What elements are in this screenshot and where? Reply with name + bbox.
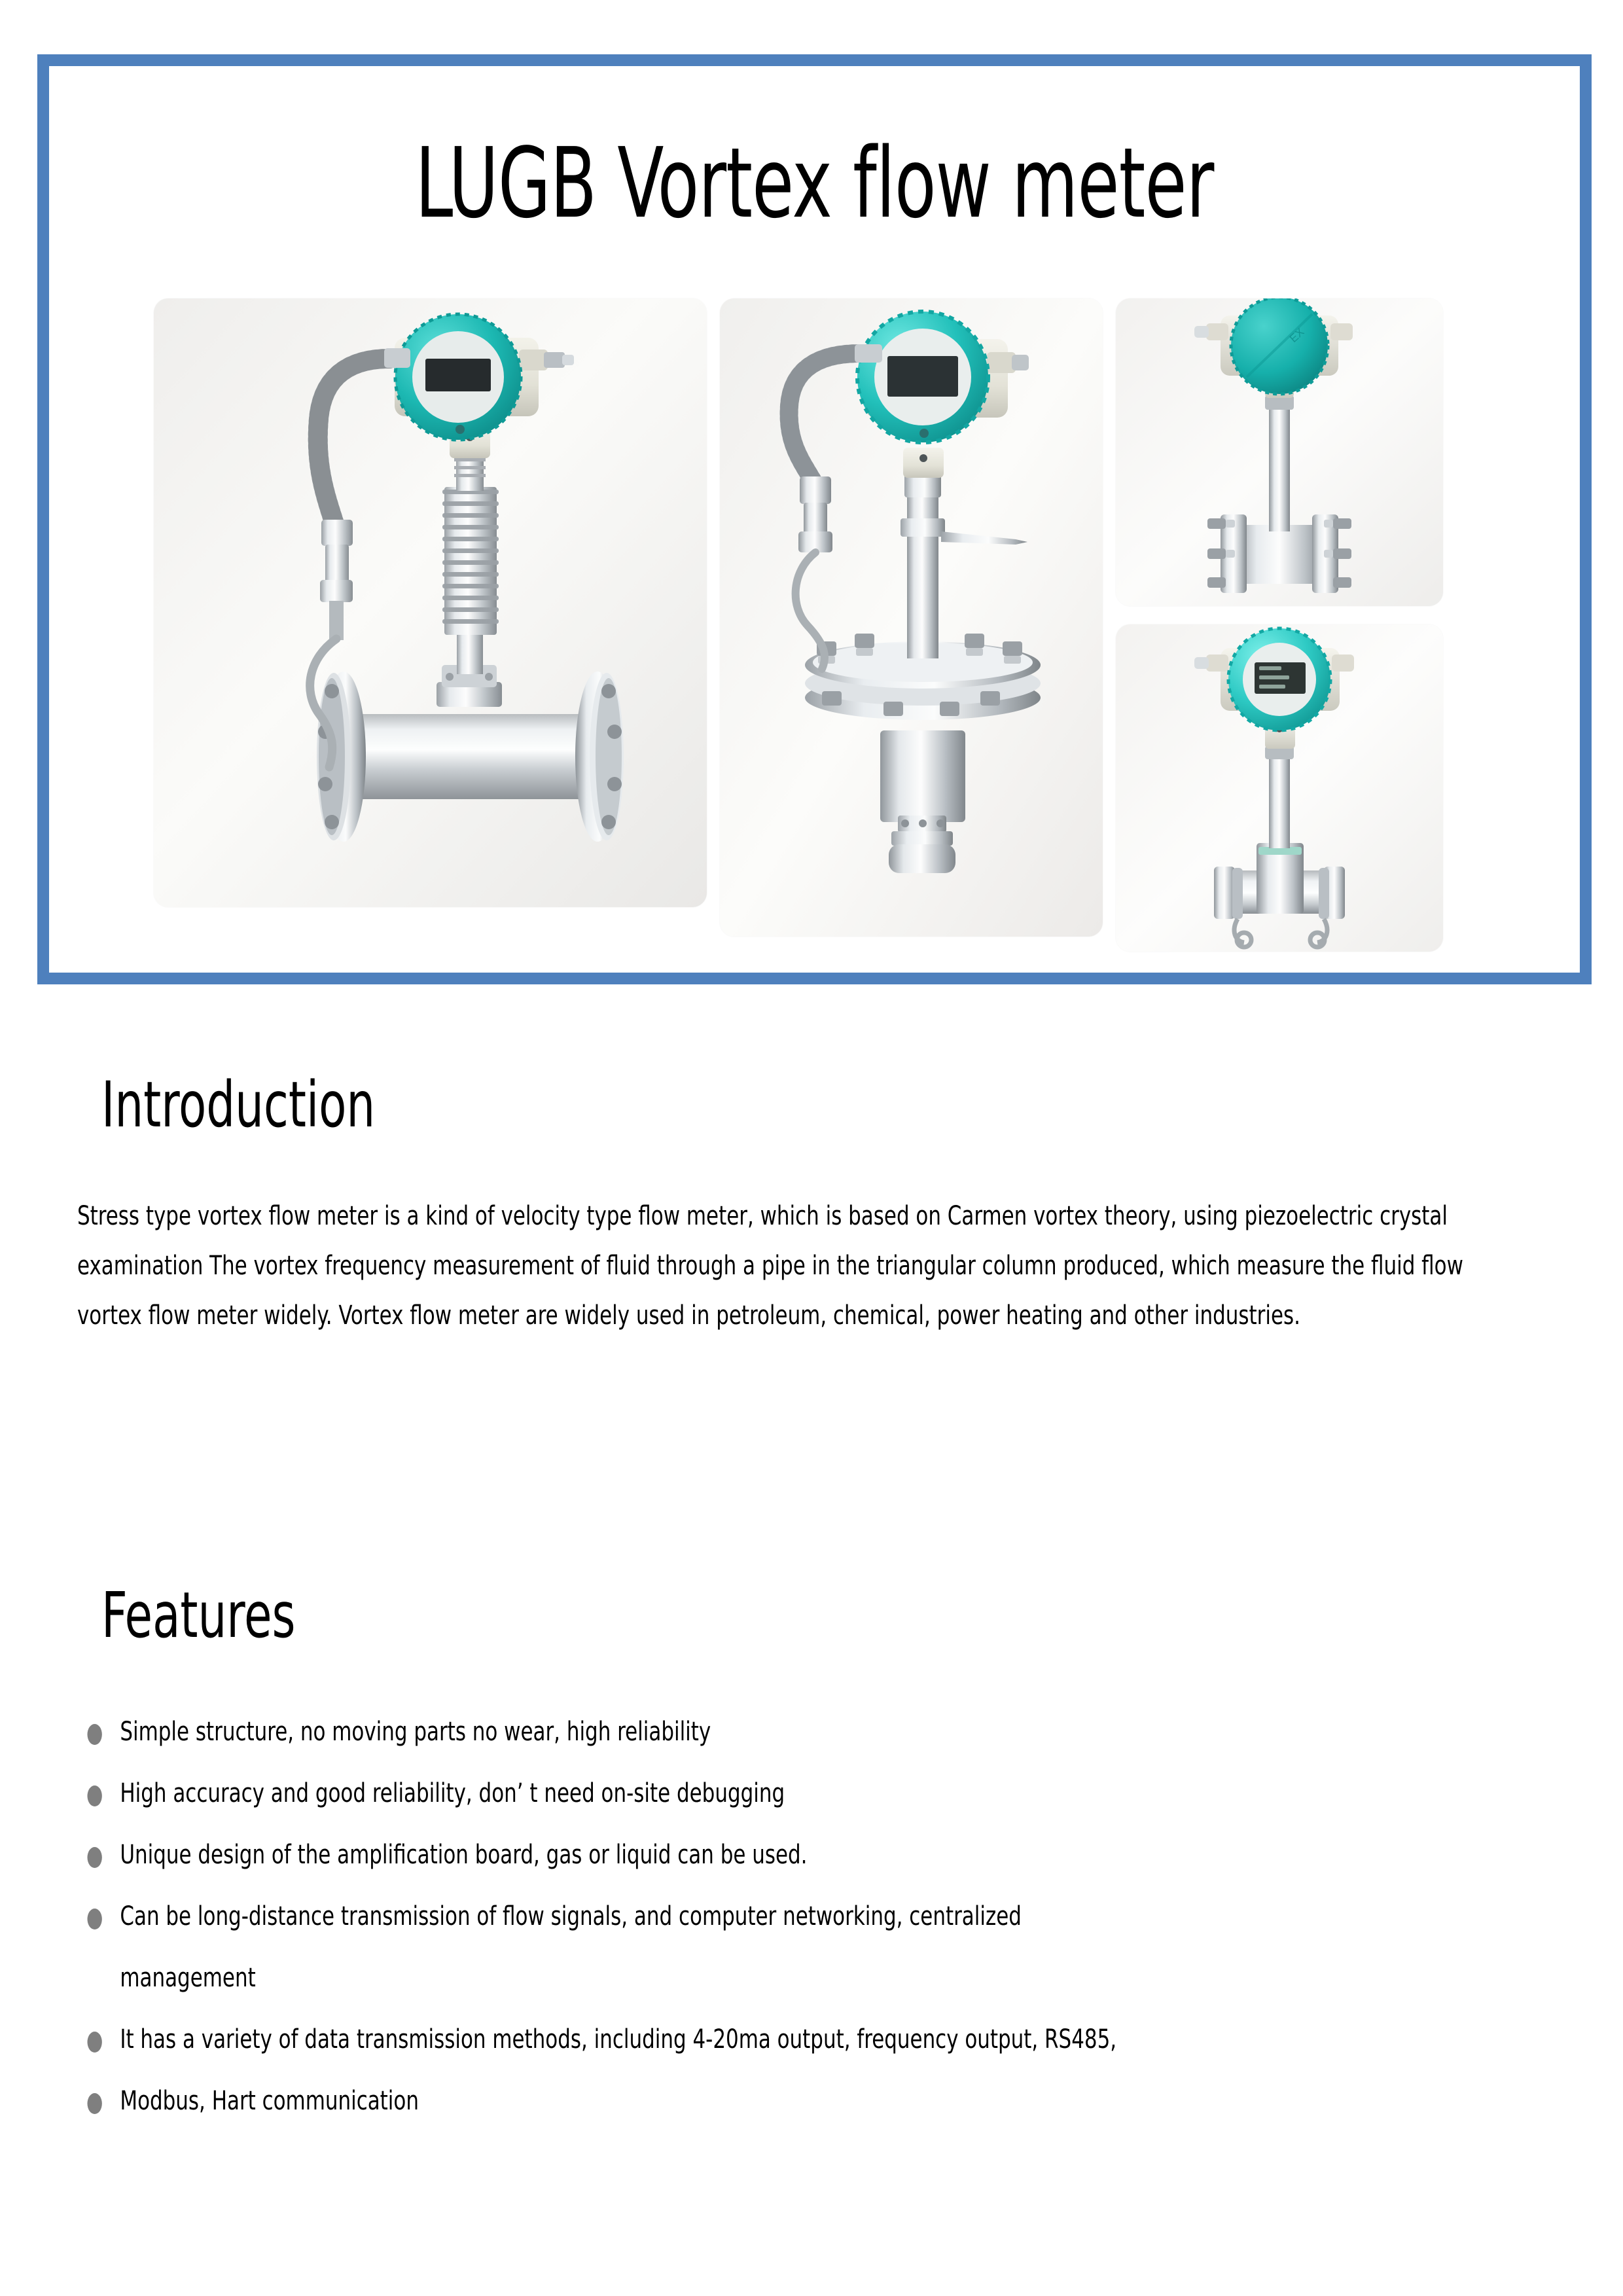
- list-item-label: Can be long-distance transmission of flow signals, and computer networking, centralized: [120, 1901, 1022, 1931]
- product-photo-flanged-side-view[interactable]: [154, 298, 707, 907]
- product-photo-rear-cover-view[interactable]: [1116, 298, 1443, 606]
- product-photo-bolted-flange-front-view[interactable]: [720, 298, 1103, 937]
- list-item-label: High accuracy and good reliability, don’ t need on-site debugging: [120, 1778, 785, 1808]
- list-item: [77, 1893, 1611, 1940]
- features-list-wrap: [0, 1708, 1623, 2139]
- list-item: [77, 2016, 1611, 2063]
- list-item-label: It has a variety of data transmission methods, including 4-20ma output, frequency output, RS485,: [120, 2024, 1117, 2054]
- list-item-label: Unique design of the amplification board, gas or liquid can be used.: [120, 1840, 808, 1870]
- list-item: [77, 1831, 1611, 1878]
- bullet-icon: [87, 1785, 101, 1806]
- features-heading: Features: [101, 1579, 296, 1652]
- svg-text:EX: EX: [1287, 325, 1307, 345]
- product-photo-column-right: [1116, 298, 1443, 952]
- features-list: [0, 1708, 1623, 2125]
- introduction-heading: Introduction: [101, 1068, 376, 1141]
- bullet-icon: [87, 1847, 101, 1868]
- bullet-icon: [87, 1909, 101, 1929]
- bullet-icon: [87, 1724, 101, 1745]
- bullet-icon: [87, 2032, 101, 2053]
- introduction-section: [0, 1068, 1623, 1141]
- hero-frame: [37, 54, 1592, 984]
- bullet-icon: [87, 2093, 101, 2114]
- product-photo-sanitary-clamp-view[interactable]: [1116, 624, 1443, 952]
- list-item: [77, 1708, 1611, 1755]
- list-item: [77, 1770, 1611, 1817]
- introduction-paragraph: Stress type vortex flow meter is a kind of velocity type flow meter, which is based on Carmen vortex theory, using piezoelectric crystal examination The vortex frequency measurement of fluid through a pipe in the triangular column produced, which measure the fluid flow vortex flow meter widely. Vortex flow meter are widely used in petroleum, chemical, power heating and other industries.: [77, 1201, 1463, 1331]
- features-section: [0, 1579, 1623, 1652]
- product-photo-gallery: [154, 298, 1502, 907]
- list-item-continuation: [77, 1954, 1611, 2001]
- list-item-label: management: [120, 1963, 256, 1993]
- list-item-label: Simple structure, no moving parts no wear, high reliability: [120, 1717, 711, 1747]
- introduction-body-wrap: [0, 1191, 1623, 1340]
- list-item: [77, 2077, 1611, 2125]
- page-title: LUGB Vortex flow meter: [415, 127, 1214, 240]
- list-item-label: Modbus, Hart communication: [120, 2086, 419, 2116]
